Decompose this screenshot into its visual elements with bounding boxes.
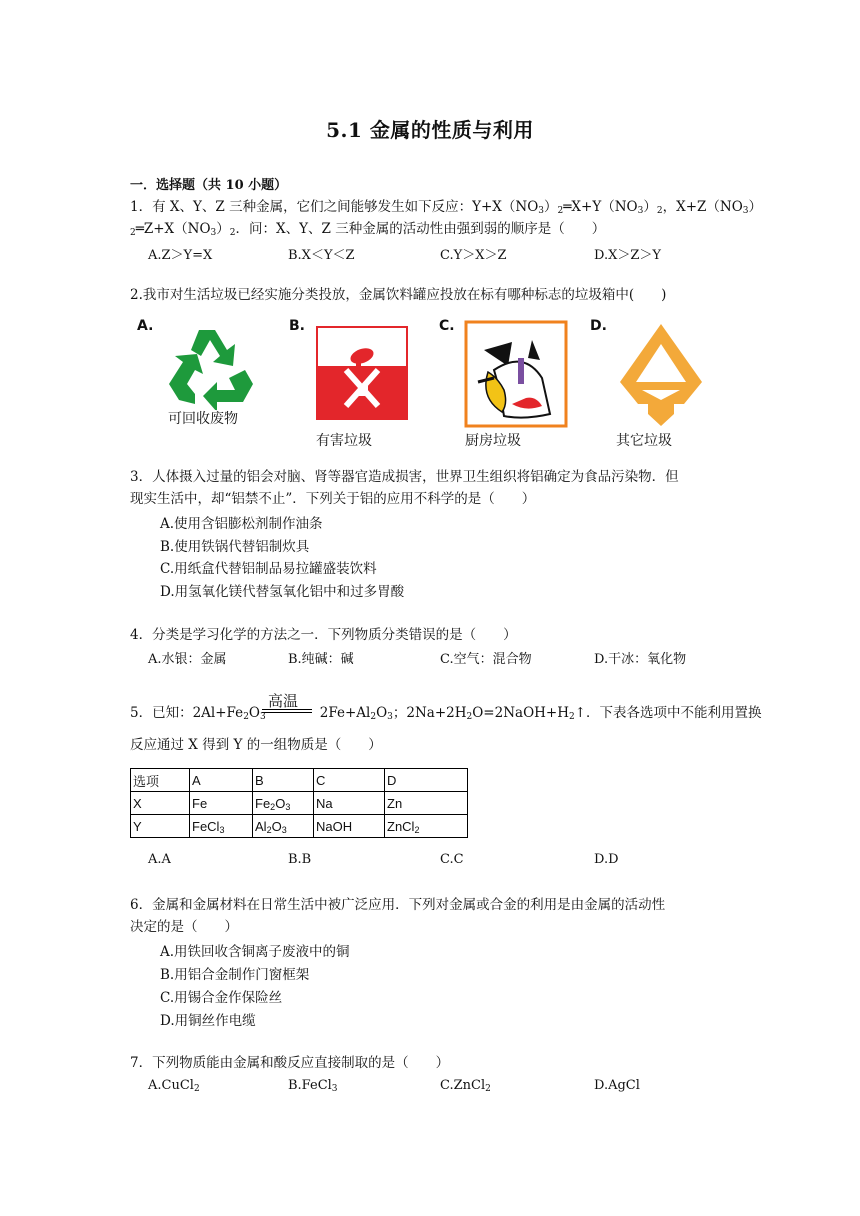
q6-option-b: B.用铝合金制作门窗框架: [160, 967, 310, 983]
table-cell: Fe: [190, 792, 253, 815]
q3-option-b: B.使用铁锅代替铝制炊具: [160, 539, 310, 555]
table-cell: [385, 815, 468, 838]
q6-line2: 决定的是（ ）: [130, 919, 238, 935]
q2-label-b: 有害垃圾: [316, 433, 372, 449]
q4-option-c: C.空气：混合物: [440, 652, 532, 667]
q6-option-c: C.用锡合金作保险丝: [160, 990, 283, 1006]
q7-option-b: B.FeCl$_3$: [288, 1078, 338, 1094]
q2-label-d: 其它垃圾: [616, 433, 672, 449]
q4-option-d: D.干冰：氧化物: [594, 652, 687, 667]
table-cell: X: [131, 792, 190, 815]
table-cell: Zn: [385, 792, 468, 815]
q1-option-c: C.Y＞X＞Z: [440, 248, 507, 263]
q2-label-a: 可回收废物: [168, 411, 238, 427]
q2-letter-c: C.: [439, 318, 455, 334]
table-cell: A: [190, 769, 253, 792]
table-cell: NaOH: [314, 815, 385, 838]
q3-option-a: A.使用含铝膨松剂制作油条: [160, 516, 323, 532]
q5-table: [130, 768, 468, 838]
formula: FeCl$_3$: [192, 818, 225, 835]
table-cell: B: [253, 769, 314, 792]
formula: ZnCl$_2$: [387, 818, 420, 835]
formula: $Fe_2O_3$: [255, 795, 291, 812]
page-title: 5.1 金属的性质与利用: [326, 118, 534, 142]
table-cell: [253, 792, 314, 815]
table-cell: [190, 815, 253, 838]
q2-letter-d: D.: [590, 318, 607, 334]
q6-line1: 6．金属和金属材料在日常生活中被广泛应用．下列对金属或合金的利用是由金属的活动性: [130, 897, 666, 913]
q1-line1: 1．有 X、Y、Z 三种金属，它们之间能够发生如下反应：$Y+X(NO_3)_2═X+Y(NO_3)_2$，$X+Z(NO_3)$: [130, 199, 762, 216]
q1-option-d: D.X＞Z＞Y: [594, 248, 661, 263]
table-cell: Y: [131, 815, 190, 838]
q7-option-a: A.CuCl$_2$: [148, 1078, 200, 1094]
q1-option-a: A.Z＞Y=X: [148, 248, 213, 263]
q3-line1: 3．人体摄入过量的铝会对脑、肾等器官造成损害，世界卫生组织将铝确定为食品污染物．但: [130, 469, 679, 485]
q4-option-a: A.水银：金属: [148, 652, 227, 667]
q6-option-a: A.用铁回收含铜离子废液中的铜: [160, 944, 350, 960]
table-cell: 选项: [131, 769, 190, 792]
recycle-icon: [165, 322, 265, 410]
q5-option-a: A.A: [148, 852, 171, 867]
table-cell: [253, 815, 314, 838]
q2-text: 2.我市对生活垃圾已经实施分类投放，金属饮料罐应投放在标有哪种标志的垃圾箱中( ): [130, 287, 667, 303]
q1-line2: $_2═Z+X(NO_3)_2$．问：X、Y、Z 三种金属的活动性由强到弱的顺序是（ ）: [130, 221, 606, 238]
q1-option-b: B.X＜Y＜Z: [288, 248, 355, 263]
table-row: [131, 769, 468, 792]
table-cell: D: [385, 769, 468, 792]
q7-option-c: C.ZnCl$_2$: [440, 1078, 491, 1094]
q2-label-c: 厨房垃圾: [465, 433, 521, 449]
q5-line2: 反应通过 X 得到 Y 的一组物质是（ ）: [130, 737, 382, 753]
other-waste-icon: [612, 320, 710, 426]
q5-line1: 5．已知：$2Al+Fe_2O_3$ $2Fe+Al_2O_3$；$2Na+2H_2O=2NaOH+H_2↑$．下表各选项中不能利用置换: [130, 705, 762, 722]
table-row: [131, 815, 468, 838]
q3-option-d: D.用氢氧化镁代替氢氧化铝中和过多胃酸: [160, 584, 405, 600]
table-cell: Na: [314, 792, 385, 815]
q5-condition: 高温: [268, 692, 299, 710]
q5-option-d: D.D: [594, 852, 619, 867]
q6-option-d: D.用铜丝作电缆: [160, 1013, 256, 1029]
table-cell: C: [314, 769, 385, 792]
q2-letter-a: A.: [137, 318, 154, 334]
q2-letter-b: B.: [289, 318, 305, 334]
formula: $Al_2O_3$: [255, 818, 287, 835]
q4-text: 4．分类是学习化学的方法之一．下列物质分类错误的是（ ）: [130, 627, 517, 643]
q5-option-b: B.B: [288, 852, 312, 867]
section-heading: 一．选择题（共 10 小题）: [130, 178, 288, 193]
q4-option-b: B.纯碱：碱: [288, 652, 354, 667]
kitchen-waste-icon: [464, 320, 568, 428]
q3-line2: 现实生活中，却“铝禁不止”．下列关于铝的应用不科学的是（ ）: [130, 491, 536, 507]
table-row: [131, 792, 468, 815]
q3-option-c: C.用纸盒代替铝制品易拉罐盛装饮料: [160, 561, 377, 577]
q5-option-c: C.C: [440, 852, 464, 867]
q7-option-d: D.AgCl: [594, 1078, 640, 1093]
hazard-icon: [316, 326, 408, 420]
q7-text: 7．下列物质能由金属和酸反应直接制取的是（ ）: [130, 1055, 450, 1071]
